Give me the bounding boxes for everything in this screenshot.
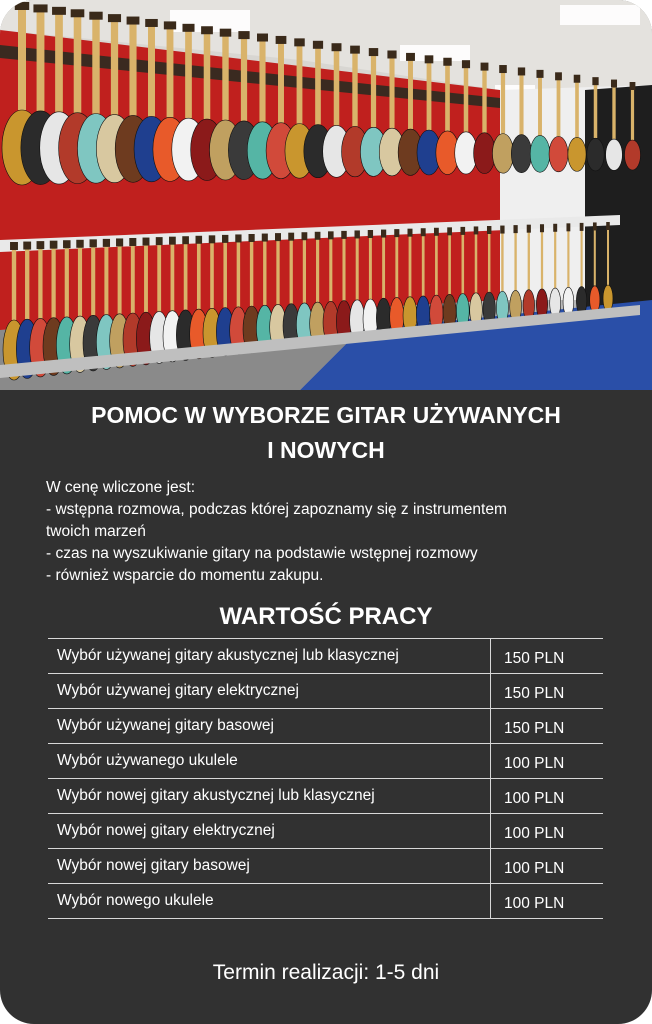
pricing-heading: WARTOŚĆ PRACY bbox=[219, 603, 433, 630]
column-divider bbox=[490, 744, 491, 778]
column-divider bbox=[490, 779, 491, 813]
included-item-3: - również wsparcie do momentu zakupu. bbox=[46, 567, 324, 584]
service-price: 100 PLN bbox=[504, 755, 565, 772]
service-name: Wybór używanego ukulele bbox=[57, 752, 238, 769]
pricing-table bbox=[48, 638, 603, 919]
service-price: 100 PLN bbox=[504, 825, 565, 842]
service-price: 150 PLN bbox=[504, 685, 565, 702]
table-row bbox=[48, 883, 603, 919]
service-name: Wybór używanej gitary elektrycznej bbox=[57, 682, 299, 699]
column-divider bbox=[490, 884, 491, 918]
column-divider bbox=[490, 639, 491, 673]
table-row bbox=[48, 673, 603, 708]
column-divider bbox=[490, 814, 491, 848]
page-title bbox=[0, 398, 652, 468]
table-row bbox=[48, 813, 603, 848]
included-heading: W cenę wliczone jest: bbox=[46, 479, 196, 496]
service-name: Wybór używanej gitary akustycznej lub klasycznej bbox=[57, 647, 399, 664]
table-row bbox=[48, 848, 603, 883]
column-divider bbox=[490, 674, 491, 708]
service-price: 150 PLN bbox=[504, 720, 565, 737]
included-description bbox=[46, 477, 606, 587]
included-item-2: - czas na wyszukiwanie gitary na podstawie wstępnej rozmowy bbox=[46, 545, 478, 562]
column-divider bbox=[490, 849, 491, 883]
service-name: Wybór używanej gitary basowej bbox=[57, 717, 274, 734]
service-name: Wybór nowego ukulele bbox=[57, 892, 214, 909]
included-item-1: - wstępna rozmowa, podczas której zapoznamy się z instrumentem bbox=[46, 501, 507, 518]
column-divider bbox=[490, 709, 491, 743]
included-item-1-continued: twoich marzeń bbox=[46, 523, 146, 540]
turnaround-note: Termin realizacji: 1-5 dni bbox=[212, 961, 440, 984]
service-name: Wybór nowej gitary basowej bbox=[57, 857, 250, 874]
guitar-store-photo bbox=[0, 0, 652, 390]
table-row bbox=[48, 743, 603, 778]
service-price: 100 PLN bbox=[504, 790, 565, 807]
page-title-line-2: I NOWYCH bbox=[267, 437, 385, 463]
table-row bbox=[48, 638, 603, 673]
table-row bbox=[48, 708, 603, 743]
service-price: 150 PLN bbox=[504, 650, 565, 667]
page-title-line-1: POMOC W WYBORZE GITAR UŻYWANYCH bbox=[91, 402, 561, 428]
service-name: Wybór nowej gitary akustycznej lub klasycznej bbox=[57, 787, 375, 804]
service-name: Wybór nowej gitary elektrycznej bbox=[57, 822, 275, 839]
service-price: 100 PLN bbox=[504, 895, 565, 912]
table-row bbox=[48, 778, 603, 813]
service-price: 100 PLN bbox=[504, 860, 565, 877]
